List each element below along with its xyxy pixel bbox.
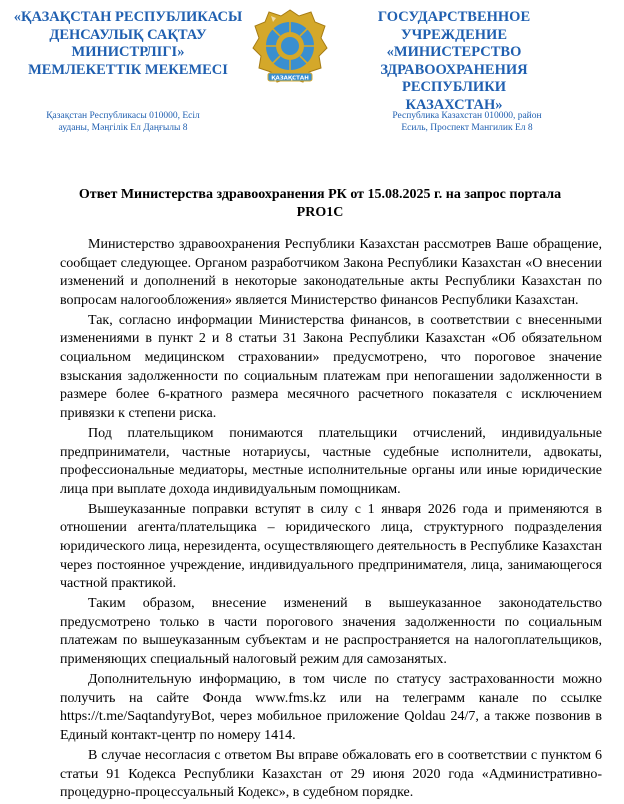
address-left-line: ауданы, Мәңгілік Ел Даңғылы 8 — [58, 123, 188, 133]
letter-body — [60, 236, 602, 804]
header-left-line: МЕМЛЕКЕТТІК МЕКЕМЕСІ — [28, 61, 228, 78]
paragraph: Вышеуказанные поправки вступят в силу с 1 января 2026 года и применяются в отношении агента/плательщика – юридического лица, структурного подразделения юридического лица, нерезидента, осуществляющего деятельность в Республике Казахстан через постоянное учреждение, индивидуального предпринимателя, лица, занимающегося частной практикой. — [60, 501, 602, 592]
paragraph: Министерство здравоохранения Республики Казахстан рассмотрев Ваше обращение, сообщает следующее. Органом разработчиком Закона Республики Казахстан «О внесении изменений и дополнений в некоторые законодательные акты Республики Казахстан по вопросам налогообложения» является Министерство финансов Республики Казахстан. — [60, 237, 602, 308]
address-left-line: Қазақстан Республикасы 010000, Есіл — [46, 111, 200, 121]
header-left-line: МИНИСТРЛІГІ» — [71, 44, 185, 60]
state-emblem-icon — [251, 6, 329, 88]
header-right-line: КАЗАХСТАН» — [405, 96, 503, 113]
address-kazakh — [18, 110, 228, 134]
address-russian — [362, 110, 572, 134]
paragraph: Так, согласно информации Министерства финансов, в соответствии с внесенными изменениями в пункт 2 и 8 статьи 31 Закона Республики Казахстан «Об обязательном социальном медицинском страховании» предусмотрено, что пороговое значение взыскания задолженности по социальным платежам при непогашении задолженности в размере более 6-кратного размера месячного расчетного показателя с исключением привязки к степени риска. — [60, 312, 602, 421]
header-right-russian — [338, 9, 570, 114]
header-left-line: ДЕНСАУЛЫҚ САҚТАУ — [49, 26, 207, 43]
paragraph: Таким образом, внесение изменений в вышеуказанное законодательство предусмотрено только в части порогового значения задолженности по социальным платежам по вышеуказанным субъектам и не распространяется на налогоплательщиков, применяющих специальный налоговый режим для самозанятых. — [60, 596, 602, 668]
address-right-line: Есиль, Проспект Мангилик Ел 8 — [401, 123, 533, 133]
header-right-line: «МИНИСТЕРСТВО — [386, 44, 522, 60]
header-right-line: ЗДРАВООХРАНЕНИЯ РЕСПУБЛИКИ — [380, 61, 528, 95]
title-line: Ответ Министерства здравоохранения РК от 15.08.2025 г. на запрос портала — [78, 187, 562, 202]
address-right-line: Республика Казахстан 010000, район — [392, 111, 542, 121]
emblem-shanyrak-inner — [281, 37, 299, 55]
emblem-ribbon-text: ҚАЗАҚСТАН — [271, 75, 309, 82]
header-left-line: «ҚАЗАҚСТАН РЕСПУБЛИКАСЫ — [13, 9, 243, 25]
paragraph: В случае несогласия с ответом Вы вправе обжаловать его в соответствии с пунктом 6 статьи 91 Кодекса Республики Казахстан от 29 июня 2020 года «Административно-процедурно-процессуальный Кодекс», в судебном порядке. — [60, 748, 602, 801]
header-left-kazakh — [12, 9, 244, 79]
title-line: PRO1C — [296, 204, 344, 220]
header-right-line: ГОСУДАРСТВЕННОЕ УЧРЕЖДЕНИЕ — [377, 9, 531, 43]
document-title — [60, 186, 580, 221]
paragraph: Дополнительную информацию, в том числе по статусу застрахованности можно получить на сайте Фонда www.fms.kz или на телеграмм канале по ссылке https://t.me/SaqtandyryBot, через мобильное приложение Qoldau 24/7, а также позвонив в Единый контакт-центр по номеру 1414. — [60, 672, 602, 743]
paragraph: Под плательщиком понимаются плательщики отчислений, индивидуальные предприниматели, частные нотариусы, частные судебные исполнители, адвокаты, профессиональные медиаторы, местные исполнительные органы или иные юридические лица при выплате дохода индивидуальным помощникам. — [60, 425, 602, 497]
